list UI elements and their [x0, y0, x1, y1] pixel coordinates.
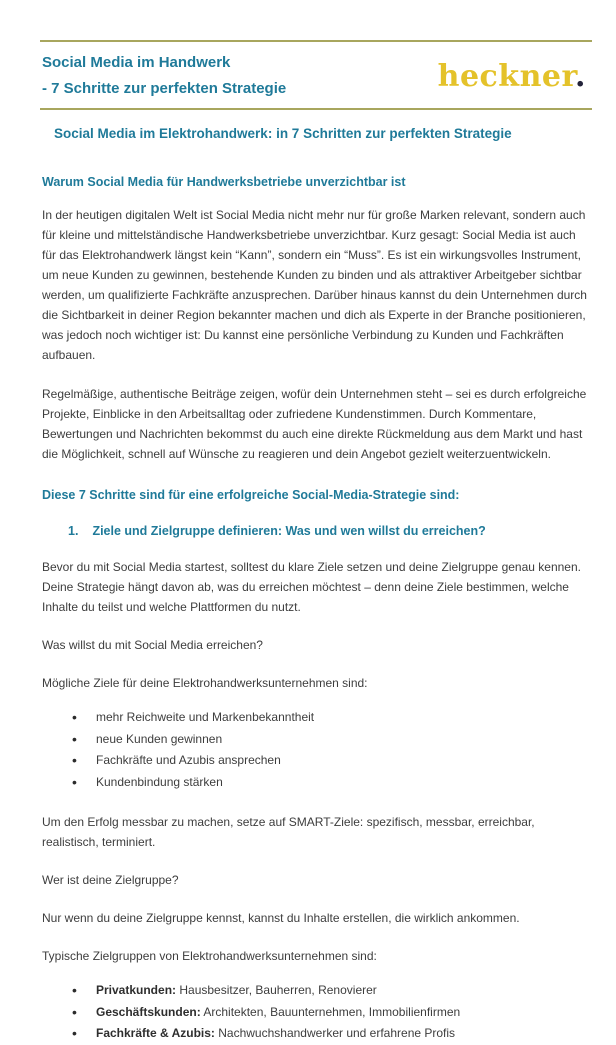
- list-item-lead: Privatkunden:: [96, 983, 177, 997]
- step-1-title: Ziele und Zielgruppe definieren: Was und wen willst du erreichen?: [92, 524, 486, 538]
- paragraph-intro-2: Regelmäßige, authentische Beiträge zeigen, wofür dein Unternehmen steht – sei es durch erfolgreiche Projekte, Einblicke in den Arbeitsalltag oder zufriedene Kundenstimmen. Durch Kommentare, Bewertungen und Nachrichten bekommst du auch eine direkte Rückmeldung aus dem Markt und hast die Möglichkeit, schnell auf Wünsche zu reagieren und dein Angebot gezielt weiterzuentwickeln.: [42, 387, 587, 461]
- list-item-lead: Geschäftskunden:: [96, 1004, 201, 1019]
- header-title-block: [42, 50, 286, 102]
- list-item-lead: Fachkräfte & Azubis:: [96, 1026, 215, 1040]
- heckner-logo-text: heckner: [437, 58, 576, 94]
- document-body: [40, 175, 592, 1045]
- goals-list: [40, 707, 592, 793]
- list-item: • Kundenbindung stärken: [96, 772, 592, 794]
- list-item-text: Architekten, Bauunternehmen, Immobilienfirmen: [200, 1004, 461, 1019]
- question-audience: Wer ist deine Zielgruppe?: [42, 873, 179, 887]
- paragraph-audience: Nur wenn du deine Zielgruppe kennst, kannst du Inhalte erstellen, die wirklich ankommen.: [42, 911, 520, 925]
- list-item: [96, 1023, 592, 1045]
- list-item: • Fachkräfte und Azubis ansprechen: [96, 750, 592, 772]
- audience-intro: Typische Zielgruppen von Elektrohandwerksunternehmen sind:: [42, 949, 377, 963]
- list-item: • neue Kunden gewinnen: [96, 729, 592, 751]
- heckner-logo: [438, 59, 590, 94]
- document-header: [40, 40, 590, 110]
- section-heading-why: Warum Social Media für Handwerksbetriebe unverzichtbar ist: [42, 175, 406, 189]
- goals-intro: Mögliche Ziele für deine Elektrohandwerksunternehmen sind:: [42, 676, 368, 690]
- header-rule-bottom: [40, 108, 592, 110]
- header-title-line1: Social Media im Handwerk: [42, 54, 231, 71]
- step-1-number: 1.: [68, 524, 79, 538]
- list-item: • mehr Reichweite und Markenbekanntheit: [96, 707, 592, 729]
- paragraph-intro-1: In der heutigen digitalen Welt ist Social Media nicht mehr nur für große Marken relevant, sondern auch für kleine und mittelständische Handwerksbetriebe unverzichtbar. Kurz gesagt: Social Media ist auch für das Elektrohandwerk längst kein “Kann”, sondern ein “Muss”. Es ist ein wirkungsvolles Instrument, um neue Kunden zu gewinnen, bestehende Kunden zu binden und als attraktiver Arbeitgeber sichtbar werden, um qualifizierte Fachkräfte anzusprechen. Darüber hinaus kannst du dein Unternehmen durch die Sichtbarkeit in deiner Region bekannter machen und dich als Experte in der Branche positionieren, was jedoch noch wichtiger ist: Du kannst eine persönliche Verbindung zu Kunden und Fachkräften aufbauen.: [42, 208, 587, 362]
- list-item: [96, 1002, 592, 1024]
- section-heading-steps: Diese 7 Schritte sind für eine erfolgreiche Social-Media-Strategie sind:: [42, 488, 460, 502]
- list-item: [96, 980, 592, 1002]
- list-item-text: Nachwuchshandwerker und erfahrene Profis: [214, 1026, 456, 1040]
- list-item-text: Hausbesitzer, Bauherren, Renovierer: [176, 983, 377, 997]
- page-title: Social Media im Elektrohandwerk: in 7 Schritten zur perfekten Strategie: [54, 126, 512, 141]
- audience-list: [40, 980, 592, 1045]
- header-title-line2: - 7 Schritte zur perfekten Strategie: [42, 80, 287, 97]
- heckner-logo-dot: .: [575, 58, 586, 94]
- question-goals: Was willst du mit Social Media erreichen?: [42, 638, 263, 652]
- paragraph-step1-intro: Bevor du mit Social Media startest, solltest du klare Ziele setzen und deine Zielgruppe genau kennen. Deine Strategie hängt davon ab, was du erreichen möchtest – denn deine Ziele bestimmen, welche Inhalte du teilst und welche Plattformen du nutzt.: [42, 560, 581, 614]
- step-1-heading: [68, 524, 592, 538]
- paragraph-smart-goals: Um den Erfolg messbar zu machen, setze auf SMART-Ziele: spezifisch, messbar, erreichbar, realistisch, terminiert.: [42, 815, 535, 849]
